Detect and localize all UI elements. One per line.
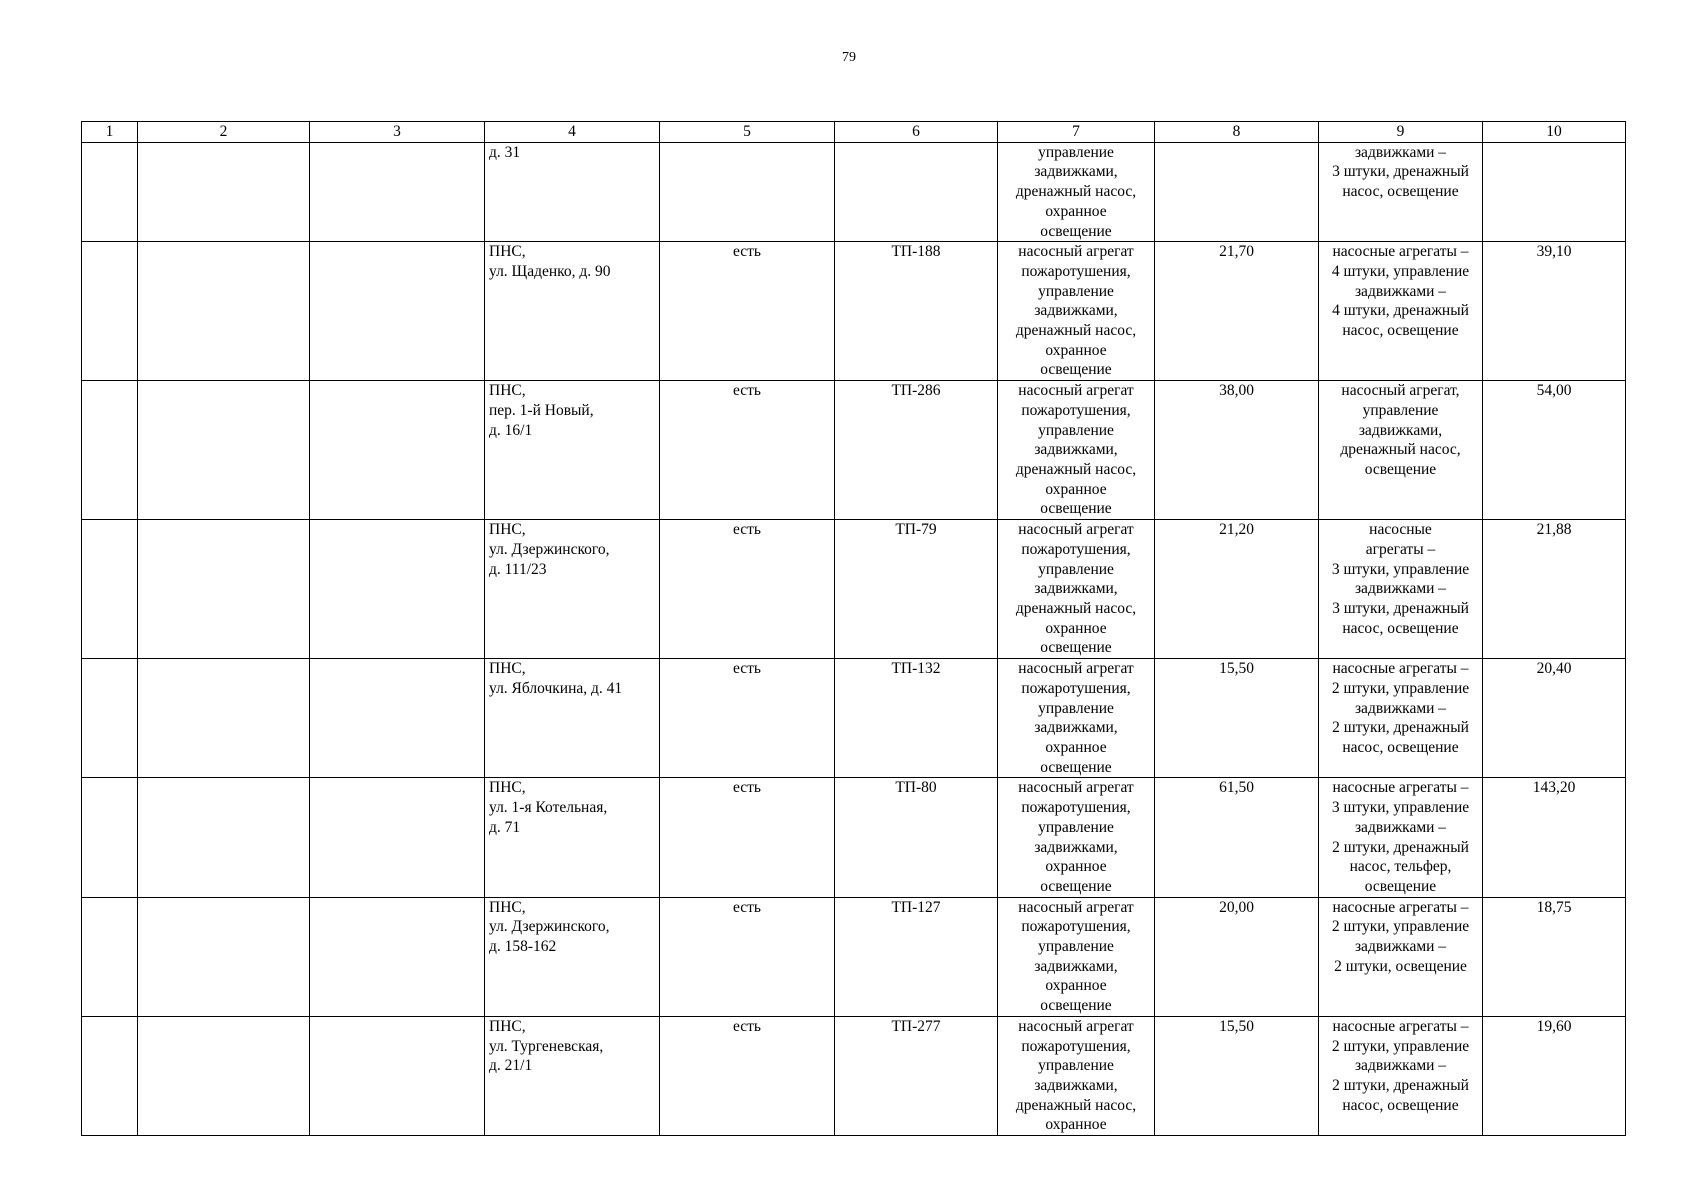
cell-text-line: освещение bbox=[1364, 877, 1437, 895]
cell-text-line: пожаротушения, bbox=[1021, 679, 1131, 697]
cell-text-line: д. 16/1 bbox=[489, 421, 533, 439]
cell-text-line: задвижками, bbox=[1034, 1076, 1118, 1094]
consumers-cell bbox=[998, 381, 1155, 520]
cell-text-line: 3 штуки, дренажный bbox=[1332, 600, 1469, 618]
cell-text-line: управление bbox=[1038, 699, 1114, 717]
object-address-cell bbox=[485, 778, 660, 897]
column-number: 7 bbox=[998, 122, 1155, 143]
consumers-cell bbox=[998, 659, 1155, 778]
equipment-cell bbox=[1319, 142, 1483, 242]
column-number: 5 bbox=[660, 122, 835, 143]
cell-text-line: пожаротушения, bbox=[1021, 799, 1131, 817]
cell-text-line: насосный агрегат bbox=[1018, 660, 1134, 678]
cell-text-line: ул. 1-я Котельная, bbox=[489, 799, 608, 817]
cell-text-line: насосный агрегат bbox=[1018, 1017, 1134, 1035]
cell-text-line: пожаротушения, bbox=[1021, 1037, 1131, 1055]
empty-cell bbox=[310, 381, 485, 520]
consumers-cell bbox=[998, 1016, 1155, 1135]
empty-cell bbox=[310, 242, 485, 381]
empty-cell bbox=[82, 659, 138, 778]
cell-text-line: охранное bbox=[1045, 1116, 1107, 1134]
empty-cell bbox=[138, 142, 310, 242]
cell-text-line: задвижками – bbox=[1354, 580, 1447, 598]
cell-text-line: задвижками, bbox=[1034, 163, 1118, 181]
capacity-value-cell: 143,20 bbox=[1483, 778, 1626, 897]
consumers-cell bbox=[998, 778, 1155, 897]
substation-cell: ТП-277 bbox=[835, 1016, 998, 1135]
cell-text-line: 2 штуки, освещение bbox=[1334, 957, 1467, 975]
table-row bbox=[82, 142, 1626, 242]
column-number: 1 bbox=[82, 122, 138, 143]
cell-text-line: пожаротушения, bbox=[1021, 918, 1131, 936]
cell-text-line: насосные агрегаты – bbox=[1332, 1017, 1469, 1035]
capacity-value-cell: 20,40 bbox=[1483, 659, 1626, 778]
load-value-cell: 15,50 bbox=[1155, 659, 1319, 778]
cell-text-line: пожаротушения, bbox=[1021, 262, 1131, 280]
cell-text-line: дренажный насос, bbox=[1015, 1096, 1137, 1114]
load-value-cell: 20,00 bbox=[1155, 897, 1319, 1016]
load-value-cell: 21,70 bbox=[1155, 242, 1319, 381]
empty-cell bbox=[138, 381, 310, 520]
cell-text-line: ул. Дзержинского, bbox=[489, 540, 610, 558]
cell-text-line: ПНС, bbox=[489, 660, 526, 678]
cell-text-line: управление bbox=[1362, 401, 1439, 419]
cell-text-line: задвижками, bbox=[1034, 957, 1118, 975]
cell-text-line: ул. Тургеневская, bbox=[489, 1037, 604, 1055]
cell-text-line: ул. Щаденко, д. 90 bbox=[489, 262, 611, 280]
cell-text-line: задвижками – bbox=[1354, 143, 1447, 161]
cell-text-line: 3 штуки, управление bbox=[1331, 560, 1470, 578]
availability-cell: есть bbox=[660, 1016, 835, 1135]
cell-text-line: освещение bbox=[1040, 222, 1112, 240]
capacity-value-cell: 54,00 bbox=[1483, 381, 1626, 520]
cell-text-line: 4 штуки, управление bbox=[1331, 262, 1470, 280]
column-number: 2 bbox=[138, 122, 310, 143]
empty-cell bbox=[82, 142, 138, 242]
cell-text-line: освещение bbox=[1040, 758, 1112, 776]
cell-text-line: охранное bbox=[1045, 739, 1107, 757]
table-row bbox=[82, 381, 1626, 520]
object-address-cell bbox=[485, 897, 660, 1016]
cell-text-line: насос, освещение bbox=[1342, 739, 1459, 757]
load-value-cell: 21,20 bbox=[1155, 520, 1319, 659]
cell-text-line: задвижками – bbox=[1354, 282, 1447, 300]
availability-cell: есть bbox=[660, 520, 835, 659]
cell-text-line: насосный агрегат bbox=[1018, 243, 1134, 261]
cell-text-line: охранное bbox=[1045, 341, 1107, 359]
substation-cell: ТП-132 bbox=[835, 659, 998, 778]
consumers-cell bbox=[998, 242, 1155, 381]
load-value-cell bbox=[1155, 142, 1319, 242]
equipment-cell bbox=[1319, 1016, 1483, 1135]
capacity-value-cell bbox=[1483, 142, 1626, 242]
empty-cell bbox=[138, 242, 310, 381]
cell-text-line: пер. 1-й Новый, bbox=[489, 401, 594, 419]
cell-text-line: задвижками, bbox=[1034, 719, 1118, 737]
cell-text-line: задвижками, bbox=[1034, 580, 1118, 598]
cell-text-line: ПНС, bbox=[489, 521, 526, 539]
cell-text-line: д. 21/1 bbox=[489, 1057, 533, 1075]
equipment-cell bbox=[1319, 778, 1483, 897]
table-row bbox=[82, 897, 1626, 1016]
cell-text-line: насос, освещение bbox=[1342, 619, 1459, 637]
cell-text-line: насосный агрегат bbox=[1018, 521, 1134, 539]
availability-cell: есть bbox=[660, 897, 835, 1016]
empty-cell bbox=[138, 778, 310, 897]
cell-text-line: дренажный насос, bbox=[1015, 461, 1137, 479]
cell-text-line: д. 71 bbox=[489, 818, 521, 836]
cell-text-line: освещение bbox=[1040, 639, 1112, 657]
equipment-table bbox=[81, 121, 1626, 1136]
cell-text-line: дренажный насос, bbox=[1015, 600, 1137, 618]
cell-text-line: насос, освещение bbox=[1342, 183, 1459, 201]
cell-text-line: задвижками – bbox=[1354, 818, 1447, 836]
empty-cell bbox=[138, 520, 310, 659]
cell-text-line: освещение bbox=[1364, 461, 1437, 479]
column-number: 9 bbox=[1319, 122, 1483, 143]
cell-text-line: насосный агрегат bbox=[1018, 382, 1134, 400]
cell-text-line: управление bbox=[1038, 282, 1114, 300]
load-value-cell: 61,50 bbox=[1155, 778, 1319, 897]
empty-cell bbox=[138, 897, 310, 1016]
availability-cell bbox=[660, 142, 835, 242]
object-address-cell bbox=[485, 242, 660, 381]
cell-text-line: освещение bbox=[1040, 877, 1112, 895]
empty-cell bbox=[138, 1016, 310, 1135]
page-number: 79 bbox=[842, 50, 856, 65]
column-number: 3 bbox=[310, 122, 485, 143]
cell-text-line: ул. Яблочкина, д. 41 bbox=[489, 679, 623, 697]
cell-text-line: управление bbox=[1038, 421, 1114, 439]
cell-text-line: задвижками, bbox=[1034, 441, 1118, 459]
cell-text-line: агрегаты – bbox=[1365, 540, 1436, 558]
cell-text-line: задвижками – bbox=[1354, 699, 1447, 717]
cell-text-line: дренажный насос, bbox=[1340, 441, 1461, 459]
empty-cell bbox=[310, 778, 485, 897]
substation-cell bbox=[835, 142, 998, 242]
table-row bbox=[82, 1016, 1626, 1135]
cell-text-line: управление bbox=[1038, 560, 1114, 578]
cell-text-line: д. 158-162 bbox=[489, 938, 557, 956]
cell-text-line: управление bbox=[1038, 818, 1114, 836]
cell-text-line: задвижками – bbox=[1354, 1057, 1447, 1075]
cell-text-line: насосные агрегаты – bbox=[1332, 779, 1469, 797]
object-address-cell bbox=[485, 520, 660, 659]
cell-text-line: дренажный насос, bbox=[1015, 322, 1137, 340]
column-number: 10 bbox=[1483, 122, 1626, 143]
substation-cell: ТП-127 bbox=[835, 897, 998, 1016]
cell-text-line: задвижками – bbox=[1354, 938, 1447, 956]
table-row bbox=[82, 659, 1626, 778]
cell-text-line: дренажный насос, bbox=[1015, 183, 1137, 201]
cell-text-line: ПНС, bbox=[489, 382, 526, 400]
load-value-cell: 15,50 bbox=[1155, 1016, 1319, 1135]
table-row bbox=[82, 242, 1626, 381]
cell-text-line: насосные агрегаты – bbox=[1332, 243, 1469, 261]
empty-cell bbox=[82, 1016, 138, 1135]
cell-text-line: задвижками, bbox=[1034, 302, 1118, 320]
cell-text-line: 3 штуки, дренажный bbox=[1332, 163, 1469, 181]
table-row bbox=[82, 778, 1626, 897]
availability-cell: есть bbox=[660, 659, 835, 778]
equipment-cell bbox=[1319, 659, 1483, 778]
table-row bbox=[82, 520, 1626, 659]
cell-text-line: задвижками, bbox=[1358, 421, 1443, 439]
consumers-cell bbox=[998, 520, 1155, 659]
cell-text-line: насос, освещение bbox=[1342, 322, 1459, 340]
cell-text-line: 2 штуки, управление bbox=[1331, 1037, 1470, 1055]
cell-text-line: охранное bbox=[1045, 480, 1107, 498]
cell-text-line: насосные bbox=[1369, 521, 1432, 539]
column-number: 8 bbox=[1155, 122, 1319, 143]
cell-text-line: 2 штуки, управление bbox=[1331, 679, 1470, 697]
cell-text-line: насосный агрегат bbox=[1018, 898, 1134, 916]
consumers-cell bbox=[998, 142, 1155, 242]
empty-cell bbox=[82, 897, 138, 1016]
empty-cell bbox=[310, 659, 485, 778]
cell-text-line: д. 31 bbox=[489, 143, 521, 161]
availability-cell: есть bbox=[660, 242, 835, 381]
cell-text-line: освещение bbox=[1040, 997, 1112, 1015]
cell-text-line: охранное bbox=[1045, 858, 1107, 876]
cell-text-line: ПНС, bbox=[489, 779, 526, 797]
cell-text-line: освещение bbox=[1040, 361, 1112, 379]
equipment-cell bbox=[1319, 520, 1483, 659]
cell-text-line: задвижками, bbox=[1034, 838, 1118, 856]
equipment-cell bbox=[1319, 242, 1483, 381]
capacity-value-cell: 39,10 bbox=[1483, 242, 1626, 381]
substation-cell: ТП-80 bbox=[835, 778, 998, 897]
cell-text-line: охранное bbox=[1045, 202, 1107, 220]
cell-text-line: д. 111/23 bbox=[489, 560, 547, 578]
empty-cell bbox=[82, 778, 138, 897]
cell-text-line: освещение bbox=[1040, 500, 1112, 518]
cell-text-line: насосные агрегаты – bbox=[1332, 660, 1469, 678]
cell-text-line: управление bbox=[1038, 1057, 1114, 1075]
substation-cell: ТП-188 bbox=[835, 242, 998, 381]
capacity-value-cell: 21,88 bbox=[1483, 520, 1626, 659]
empty-cell bbox=[138, 659, 310, 778]
object-address-cell bbox=[485, 1016, 660, 1135]
cell-text-line: 2 штуки, дренажный bbox=[1332, 838, 1469, 856]
cell-text-line: охранное bbox=[1045, 619, 1107, 637]
empty-cell bbox=[82, 520, 138, 659]
availability-cell: есть bbox=[660, 381, 835, 520]
object-address-cell bbox=[485, 381, 660, 520]
cell-text-line: ул. Дзержинского, bbox=[489, 918, 610, 936]
cell-text-line: пожаротушения, bbox=[1021, 540, 1131, 558]
cell-text-line: охранное bbox=[1045, 977, 1107, 995]
object-address-cell bbox=[485, 142, 660, 242]
cell-text-line: управление bbox=[1038, 143, 1114, 161]
cell-text-line: ПНС, bbox=[489, 243, 526, 261]
load-value-cell: 38,00 bbox=[1155, 381, 1319, 520]
cell-text-line: насос, тельфер, bbox=[1349, 858, 1452, 876]
empty-cell bbox=[310, 897, 485, 1016]
consumers-cell bbox=[998, 897, 1155, 1016]
substation-cell: ТП-286 bbox=[835, 381, 998, 520]
empty-cell bbox=[82, 242, 138, 381]
empty-cell bbox=[82, 381, 138, 520]
object-address-cell bbox=[485, 659, 660, 778]
cell-text-line: насосный агрегат bbox=[1018, 779, 1134, 797]
cell-text-line: насосный агрегат, bbox=[1341, 382, 1460, 400]
cell-text-line: насосные агрегаты – bbox=[1332, 898, 1469, 916]
cell-text-line: ПНС, bbox=[489, 898, 526, 916]
cell-text-line: 2 штуки, дренажный bbox=[1332, 1076, 1469, 1094]
column-number-row bbox=[82, 122, 1626, 143]
cell-text-line: 4 штуки, дренажный bbox=[1332, 302, 1469, 320]
cell-text-line: пожаротушения, bbox=[1021, 401, 1131, 419]
column-number: 6 bbox=[835, 122, 998, 143]
cell-text-line: 2 штуки, дренажный bbox=[1332, 719, 1469, 737]
capacity-value-cell: 19,60 bbox=[1483, 1016, 1626, 1135]
equipment-cell bbox=[1319, 381, 1483, 520]
empty-cell bbox=[310, 142, 485, 242]
cell-text-line: 3 штуки, управление bbox=[1331, 799, 1470, 817]
capacity-value-cell: 18,75 bbox=[1483, 897, 1626, 1016]
cell-text-line: ПНС, bbox=[489, 1017, 526, 1035]
cell-text-line: насос, освещение bbox=[1342, 1096, 1459, 1114]
empty-cell bbox=[310, 520, 485, 659]
cell-text-line: управление bbox=[1038, 938, 1114, 956]
column-number: 4 bbox=[485, 122, 660, 143]
availability-cell: есть bbox=[660, 778, 835, 897]
empty-cell bbox=[310, 1016, 485, 1135]
cell-text-line: 2 штуки, управление bbox=[1331, 918, 1470, 936]
substation-cell: ТП-79 bbox=[835, 520, 998, 659]
equipment-cell bbox=[1319, 897, 1483, 1016]
